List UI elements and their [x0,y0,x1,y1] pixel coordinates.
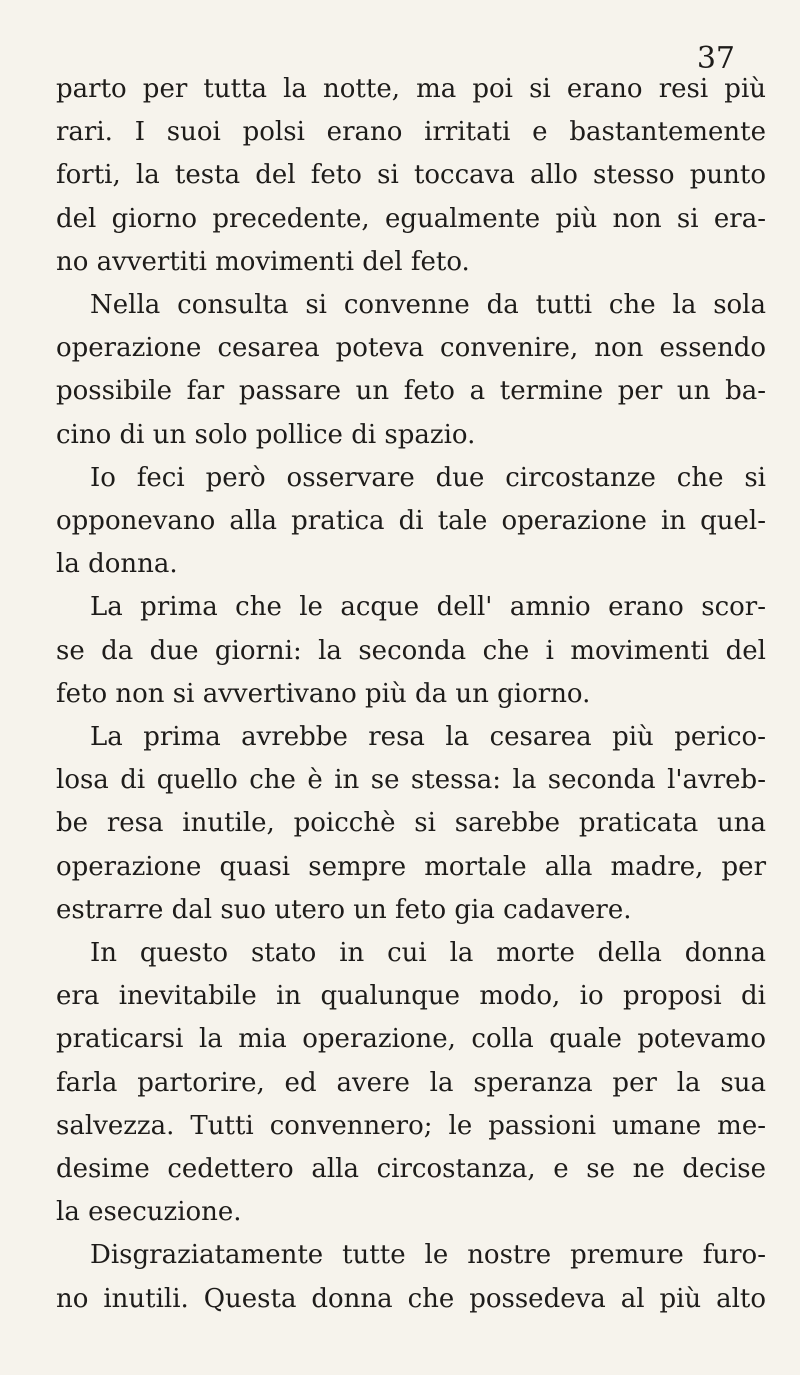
text-line: salvezza. Tutti convennero; le passioni umane me- [56,1110,766,1141]
text-line: feto non si avvertivano più da un giorno. [56,678,591,709]
text-line: desime cedettero alla circostanza, e se ne decise [56,1154,766,1185]
text-line: La prima che le acque dell' amnio erano scor- [90,592,766,623]
text-line: praticarsi la mia operazione, colla quale potevamo [56,1024,766,1055]
page-number: 37 [696,41,735,76]
text-line: farla partorire, ed avere la speranza per la sua [56,1067,766,1098]
text-line: operazione cesarea poteva convenire, non essendo [56,333,766,364]
text-line: no inutili. Questa donna che possedeva al più alto [56,1283,766,1314]
text-line: losa di quello che è in se stessa: la seconda l'avreb- [56,765,766,796]
text-line: Disgraziatamente tutte le nostre premure furo- [90,1240,766,1271]
text-line: La prima avrebbe resa la cesarea più perico- [90,722,766,753]
text-line: possibile far passare un feto a termine per un ba- [56,376,766,407]
text-line: la donna. [56,549,178,580]
text-line: la esecuzione. [56,1197,242,1228]
text-line: estrarre dal suo utero un feto gia cadavere. [56,894,632,925]
body-text [56,68,766,1321]
text-line: cino di un solo pollice di spazio. [56,419,476,450]
text-line: be resa inutile, poicchè si sarebbe praticata una [56,808,766,839]
text-line: forti, la testa del feto si toccava allo stesso punto [56,160,766,191]
text-line: era inevitabile in qualunque modo, io proposi di [56,981,766,1012]
text-line: operazione quasi sempre mortale alla madre, per [56,851,766,882]
text-line: Io feci però osservare due circostanze che si [90,462,766,493]
text-line: opponevano alla pratica di tale operazione in quel- [56,506,766,537]
text-line: se da due giorni: la seconda che i movimenti del [56,635,766,666]
text-line: Nella consulta si convenne da tutti che la sola [90,290,766,321]
text-line: del giorno precedente, egualmente più non si era- [56,203,766,234]
text-line: In questo stato in cui la morte della donna [90,938,766,969]
text-line: no avvertiti movimenti del feto. [56,246,470,277]
text-line: rari. I suoi polsi erano irritati e bastantemente [56,117,766,148]
text-line: parto per tutta la notte, ma poi si erano resi più [56,74,766,104]
